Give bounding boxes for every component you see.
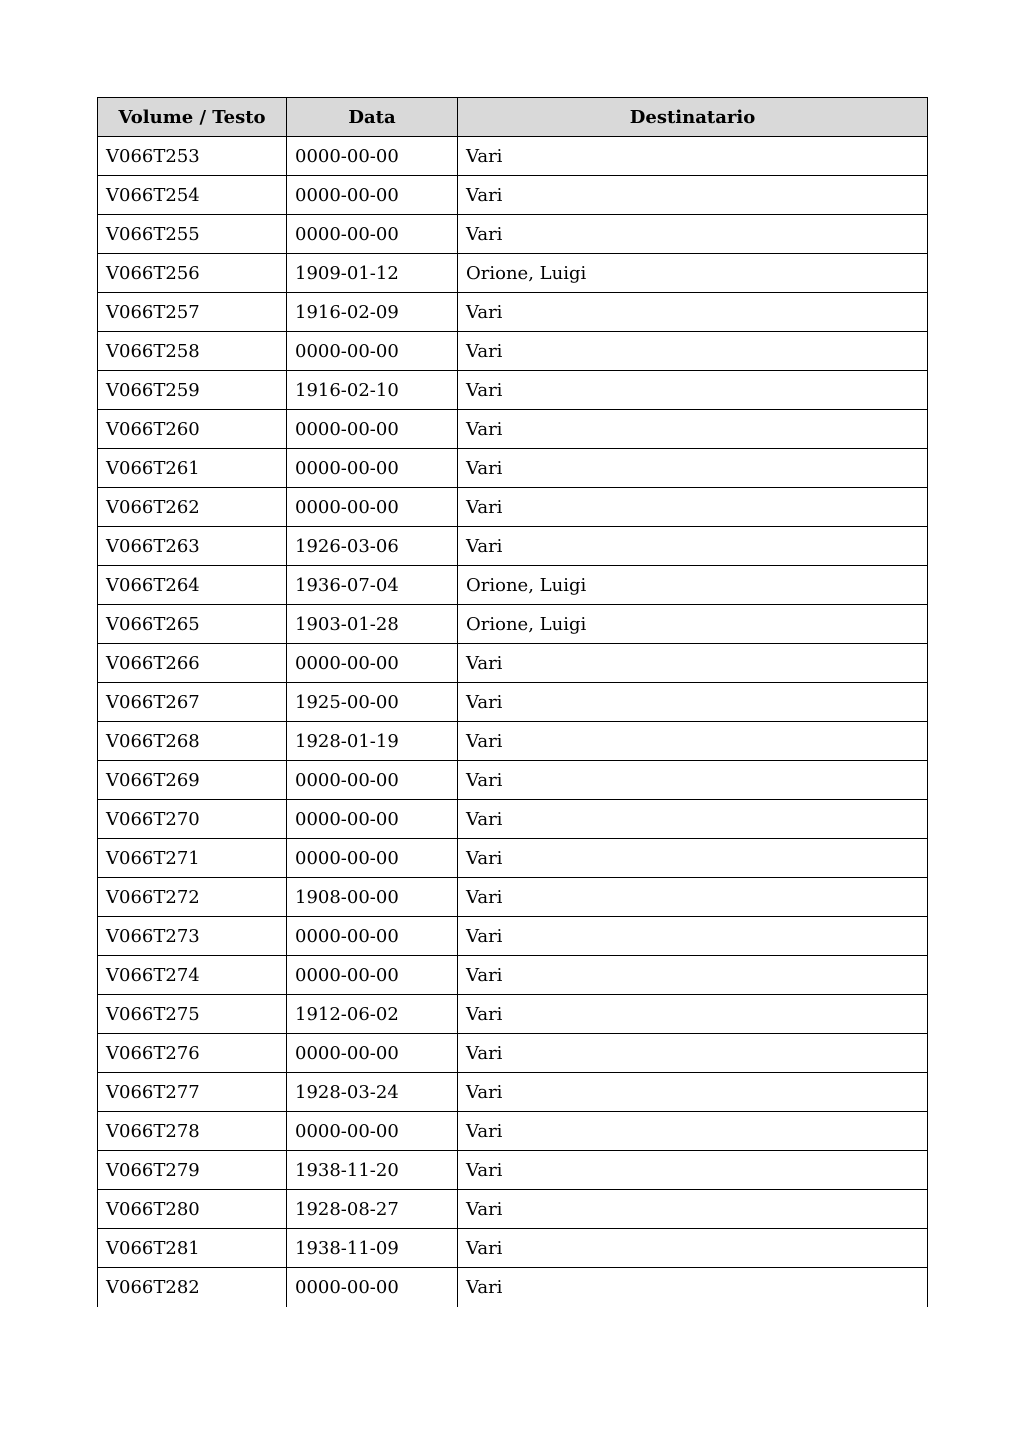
cell-volume-testo: V066T280 (98, 1190, 287, 1229)
cell-volume-testo: V066T270 (98, 800, 287, 839)
cell-destinatario: Vari (458, 527, 928, 566)
cell-volume-testo: V066T257 (98, 293, 287, 332)
cell-data: 0000-00-00 (287, 644, 458, 683)
cell-volume-testo: V066T277 (98, 1073, 287, 1112)
table-row (98, 1073, 928, 1112)
cell-data: 1912-06-02 (287, 995, 458, 1034)
cell-data: 1928-08-27 (287, 1190, 458, 1229)
table-row (98, 995, 928, 1034)
cell-data: 0000-00-00 (287, 1112, 458, 1151)
header-row (98, 98, 928, 137)
table-row (98, 215, 928, 254)
cell-data: 0000-00-00 (287, 137, 458, 176)
cell-destinatario: Vari (458, 176, 928, 215)
cell-data: 0000-00-00 (287, 839, 458, 878)
cell-data: 1925-00-00 (287, 683, 458, 722)
cell-data: 0000-00-00 (287, 956, 458, 995)
cell-destinatario: Vari (458, 878, 928, 917)
cell-destinatario: Vari (458, 1112, 928, 1151)
cell-volume-testo: V066T256 (98, 254, 287, 293)
cell-volume-testo: V066T275 (98, 995, 287, 1034)
table-body (98, 137, 928, 1307)
table-row (98, 761, 928, 800)
cell-data: 0000-00-00 (287, 215, 458, 254)
cell-volume-testo: V066T262 (98, 488, 287, 527)
cell-data: 0000-00-00 (287, 917, 458, 956)
cell-destinatario: Vari (458, 449, 928, 488)
table-row (98, 839, 928, 878)
cell-destinatario: Vari (458, 371, 928, 410)
cell-volume-testo: V066T274 (98, 956, 287, 995)
cell-destinatario: Vari (458, 683, 928, 722)
cell-volume-testo: V066T259 (98, 371, 287, 410)
cell-destinatario: Vari (458, 293, 928, 332)
cell-volume-testo: V066T268 (98, 722, 287, 761)
cell-destinatario: Vari (458, 1151, 928, 1190)
cell-volume-testo: V066T253 (98, 137, 287, 176)
cell-destinatario: Vari (458, 722, 928, 761)
cell-data: 1928-03-24 (287, 1073, 458, 1112)
cell-data: 1916-02-10 (287, 371, 458, 410)
cell-destinatario: Vari (458, 215, 928, 254)
cell-data: 0000-00-00 (287, 176, 458, 215)
cell-destinatario: Vari (458, 137, 928, 176)
cell-volume-testo: V066T258 (98, 332, 287, 371)
table-row (98, 956, 928, 995)
table-row (98, 293, 928, 332)
cell-data: 1938-11-20 (287, 1151, 458, 1190)
table-row (98, 176, 928, 215)
table-row (98, 800, 928, 839)
cell-destinatario: Vari (458, 332, 928, 371)
cell-data: 1908-00-00 (287, 878, 458, 917)
header-data: Data (287, 98, 458, 137)
table-row (98, 488, 928, 527)
cell-volume-testo: V066T281 (98, 1229, 287, 1268)
header-volume-testo: Volume / Testo (98, 98, 287, 137)
table-row (98, 1112, 928, 1151)
table-row (98, 410, 928, 449)
cell-volume-testo: V066T267 (98, 683, 287, 722)
cell-destinatario: Vari (458, 1034, 928, 1073)
cell-destinatario: Vari (458, 1268, 928, 1307)
header-destinatario: Destinatario (458, 98, 928, 137)
table-row (98, 722, 928, 761)
table-row (98, 683, 928, 722)
cell-destinatario: Vari (458, 1229, 928, 1268)
cell-data: 0000-00-00 (287, 1034, 458, 1073)
table-row (98, 917, 928, 956)
table-row (98, 371, 928, 410)
cell-data: 0000-00-00 (287, 761, 458, 800)
cell-volume-testo: V066T266 (98, 644, 287, 683)
cell-destinatario: Vari (458, 1190, 928, 1229)
cell-destinatario: Vari (458, 1073, 928, 1112)
cell-data: 1903-01-28 (287, 605, 458, 644)
cell-data: 1936-07-04 (287, 566, 458, 605)
table-row (98, 254, 928, 293)
cell-data: 1938-11-09 (287, 1229, 458, 1268)
table-row (98, 605, 928, 644)
cell-volume-testo: V066T261 (98, 449, 287, 488)
cell-data: 0000-00-00 (287, 410, 458, 449)
cell-volume-testo: V066T272 (98, 878, 287, 917)
cell-data: 1928-01-19 (287, 722, 458, 761)
table-row (98, 1229, 928, 1268)
cell-destinatario: Orione, Luigi (458, 605, 928, 644)
table-row (98, 1190, 928, 1229)
cell-data: 0000-00-00 (287, 488, 458, 527)
cell-data: 1909-01-12 (287, 254, 458, 293)
cell-destinatario: Vari (458, 488, 928, 527)
cell-data: 1926-03-06 (287, 527, 458, 566)
cell-destinatario: Vari (458, 800, 928, 839)
table-row (98, 1151, 928, 1190)
document-table (97, 97, 928, 1307)
cell-volume-testo: V066T263 (98, 527, 287, 566)
cell-destinatario: Vari (458, 917, 928, 956)
cell-volume-testo: V066T271 (98, 839, 287, 878)
cell-data: 0000-00-00 (287, 449, 458, 488)
cell-data: 0000-00-00 (287, 800, 458, 839)
cell-volume-testo: V066T255 (98, 215, 287, 254)
cell-data: 1916-02-09 (287, 293, 458, 332)
table-row (98, 878, 928, 917)
table-row (98, 1034, 928, 1073)
cell-destinatario: Vari (458, 410, 928, 449)
table-row (98, 527, 928, 566)
cell-volume-testo: V066T282 (98, 1268, 287, 1307)
table-row (98, 332, 928, 371)
cell-volume-testo: V066T279 (98, 1151, 287, 1190)
cell-volume-testo: V066T254 (98, 176, 287, 215)
table-row (98, 566, 928, 605)
cell-destinatario: Orione, Luigi (458, 566, 928, 605)
cell-volume-testo: V066T276 (98, 1034, 287, 1073)
table-row (98, 449, 928, 488)
table-row (98, 644, 928, 683)
cell-volume-testo: V066T273 (98, 917, 287, 956)
table-row (98, 1268, 928, 1307)
cell-destinatario: Vari (458, 839, 928, 878)
cell-destinatario: Vari (458, 644, 928, 683)
cell-data: 0000-00-00 (287, 1268, 458, 1307)
cell-volume-testo: V066T264 (98, 566, 287, 605)
cell-volume-testo: V066T265 (98, 605, 287, 644)
cell-volume-testo: V066T269 (98, 761, 287, 800)
table-header (98, 98, 928, 137)
cell-volume-testo: V066T278 (98, 1112, 287, 1151)
cell-destinatario: Vari (458, 761, 928, 800)
cell-destinatario: Orione, Luigi (458, 254, 928, 293)
cell-destinatario: Vari (458, 995, 928, 1034)
cell-volume-testo: V066T260 (98, 410, 287, 449)
cell-destinatario: Vari (458, 956, 928, 995)
cell-data: 0000-00-00 (287, 332, 458, 371)
table-row (98, 137, 928, 176)
